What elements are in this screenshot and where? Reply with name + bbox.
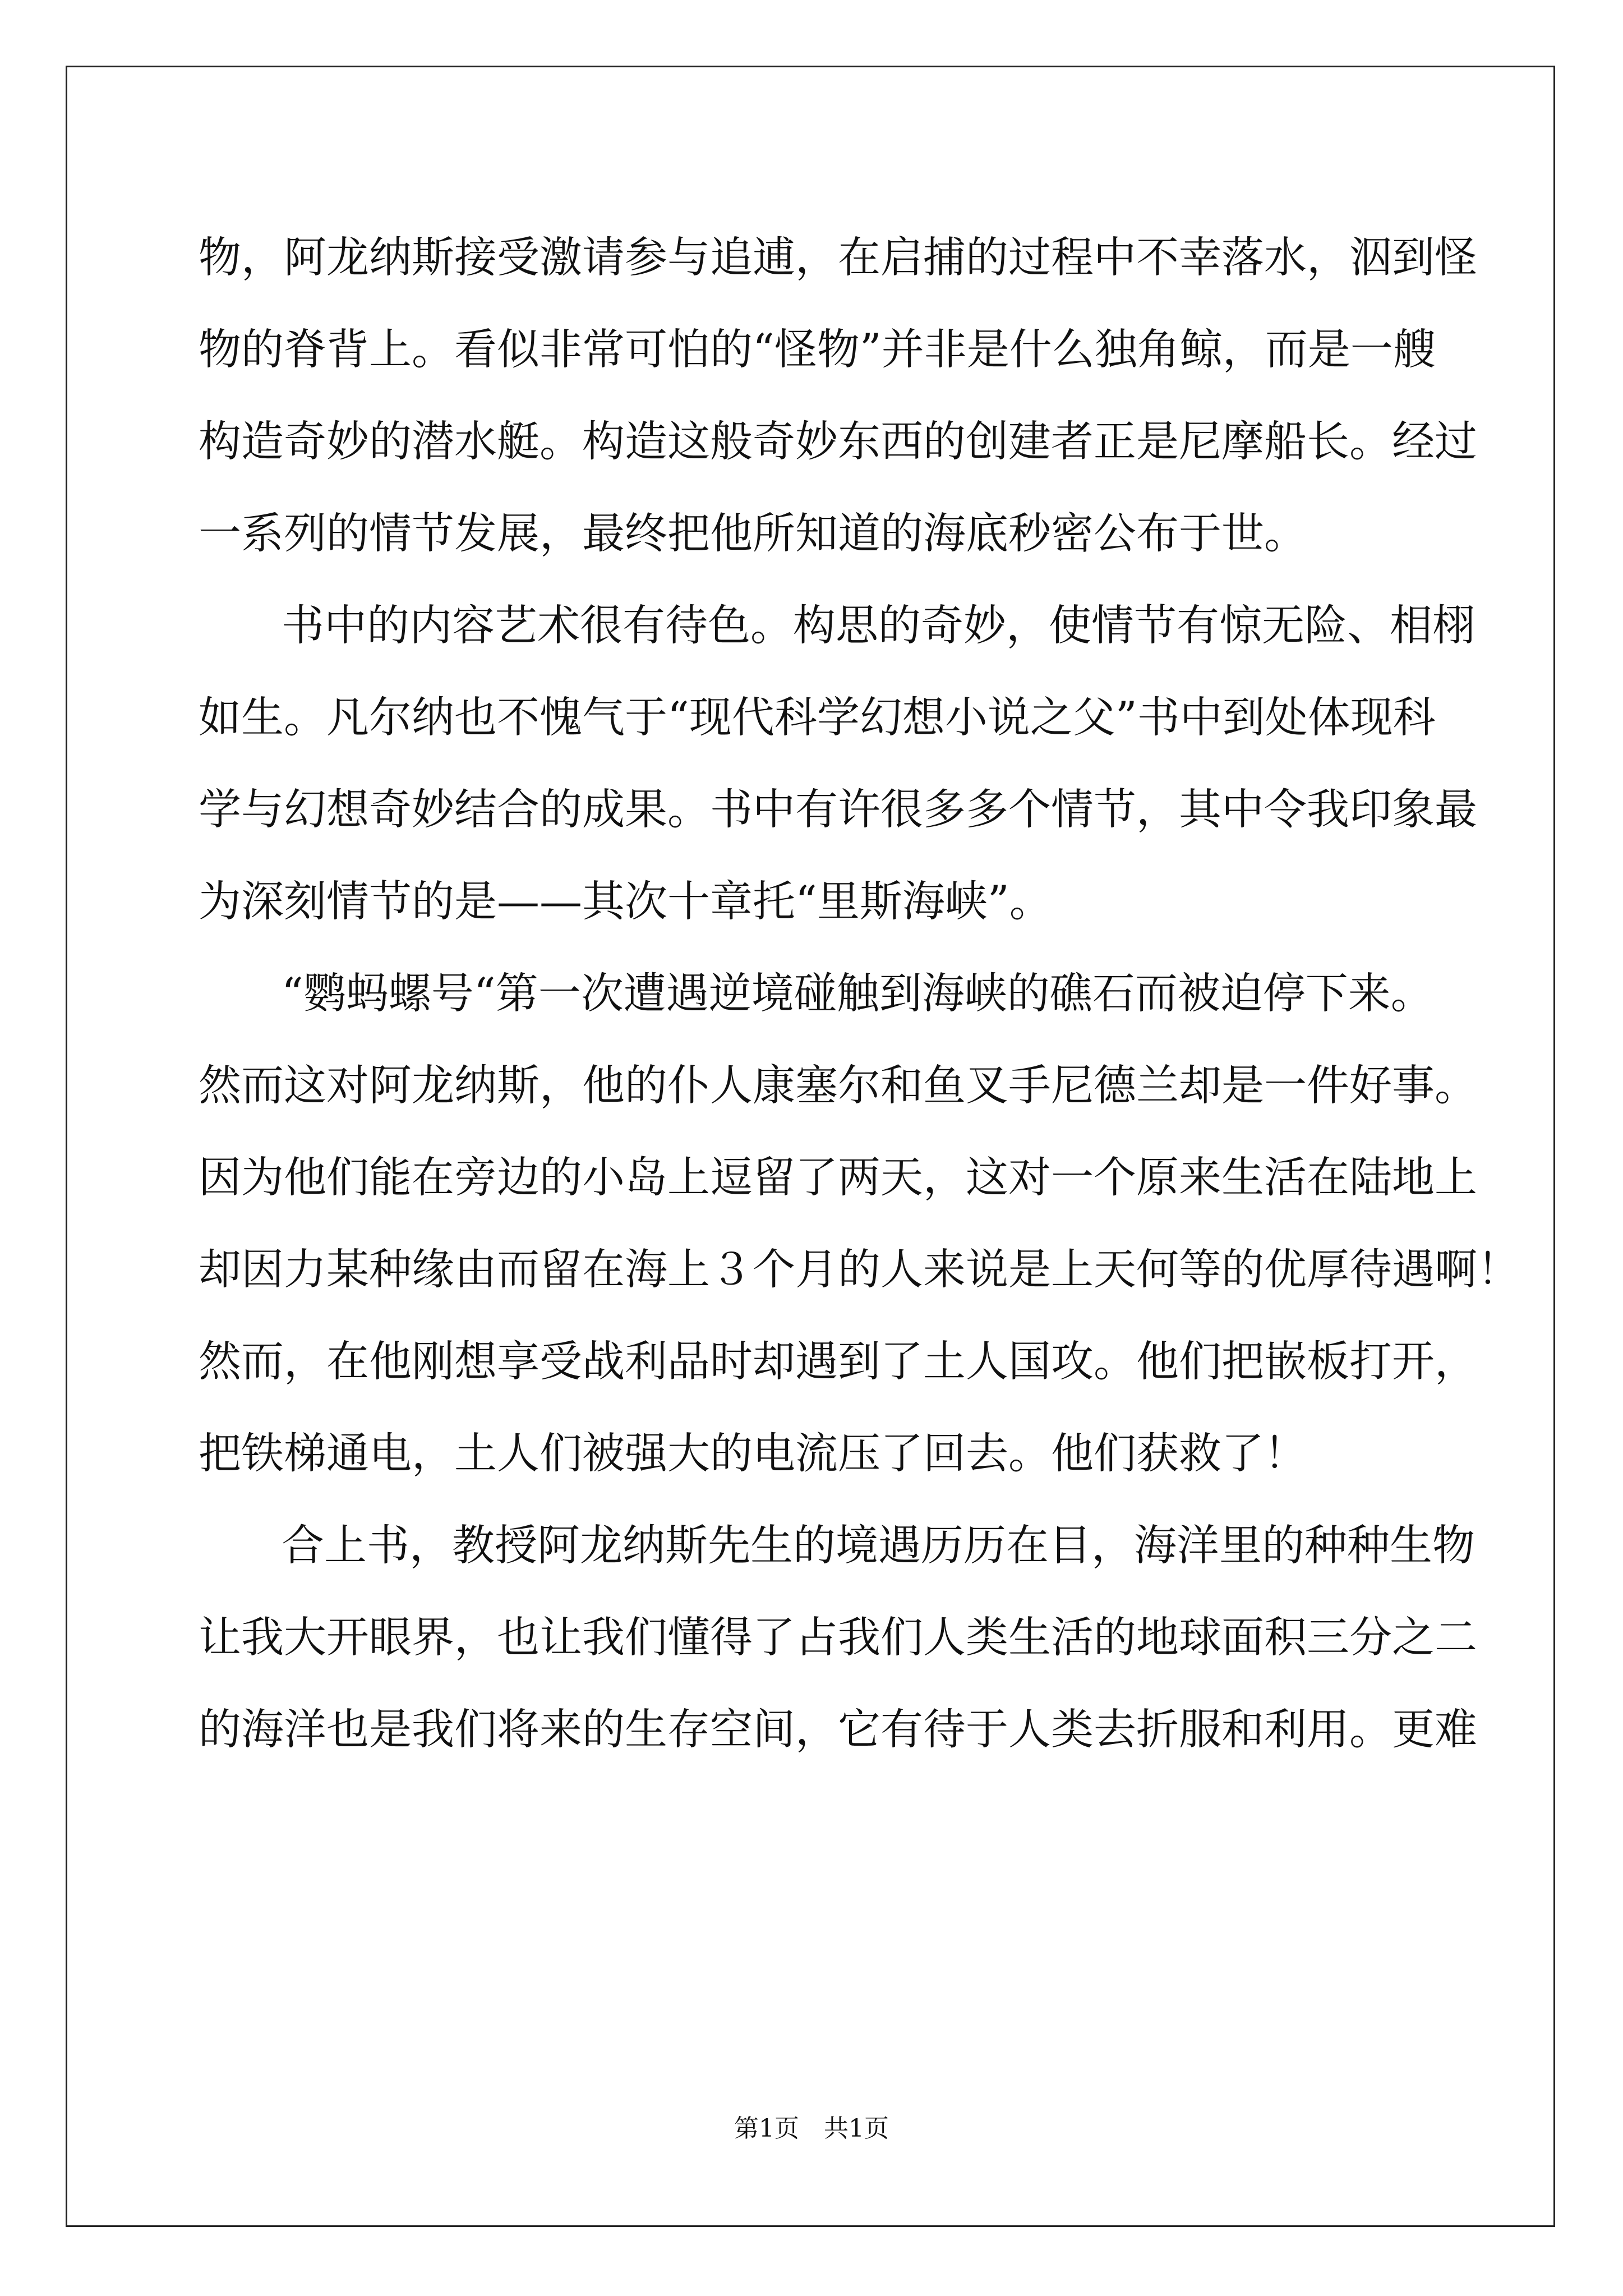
text-line: 的海洋也是我们将来的生存空间，它有待于人类去折服和利用。更难 — [199, 1704, 1477, 1754]
paragraph-first-line: 合上书，教授阿龙纳斯先生的境遇历历在目，海洋里的种种生物 — [282, 1520, 1475, 1570]
text-line: 让我大开眼界，也让我们懂得了占我们人类生活的地球面积三分之二 — [199, 1612, 1477, 1662]
text-line: 然而这对阿龙纳斯，他的仆人康塞尔和鱼叉手尼德兰却是一件好事。 — [199, 1060, 1477, 1110]
text-line: 物的脊背上。看似非常可怕的“怪物”并非是什么独角鲸，而是一艘 — [199, 324, 1436, 374]
text-line: 把铁梯通电，土人们被强大的电流压了回去。他们获救了！ — [199, 1428, 1307, 1478]
text-line: 因为他们能在旁边的小岛上逗留了两天，这对一个原来生活在陆地上 — [199, 1152, 1477, 1202]
body-text — [199, 211, 1520, 1775]
text-line: 一系列的情节发展，最终把他所知道的海底秒密公布于世。 — [199, 508, 1307, 558]
paragraph-first-line: “鹦蚂螺号“第一次遭遇逆境碰触到海峡的礁石而被迫停下来。 — [282, 968, 1433, 1018]
text-line: 为深刻情节的是——其次十章托“里斯海峡”。 — [199, 876, 1052, 926]
page-footer: 第1页 共1页 — [734, 2114, 889, 2143]
text-line: 却因力某种缘由而留在海上３个月的人来说是上天何等的优厚待遇啊！ — [199, 1244, 1520, 1294]
text-line: 物，阿龙纳斯接受激请参与追逋，在启捕的过程中不幸落水，泅到怪 — [199, 232, 1477, 282]
paragraph-first-line: 书中的内容艺术很有待色。构思的奇妙，使情节有惊无险、相栩 — [282, 600, 1475, 650]
text-line: 如生。凡尔纳也不愧气于“现代科学幻想小说之父”书中到处体现科 — [199, 692, 1436, 742]
text-line: 构造奇妙的潜水艇。构造这般奇妙东西的创建者正是尼摩船长。经过 — [199, 416, 1477, 466]
text-line: 然而，在他刚想享受战利品时却遇到了土人国攻。他们把嵌板打开， — [199, 1336, 1477, 1386]
text-line: 学与幻想奇妙结合的成果。书中有许很多多个情节，其中令我印象最 — [199, 784, 1477, 834]
